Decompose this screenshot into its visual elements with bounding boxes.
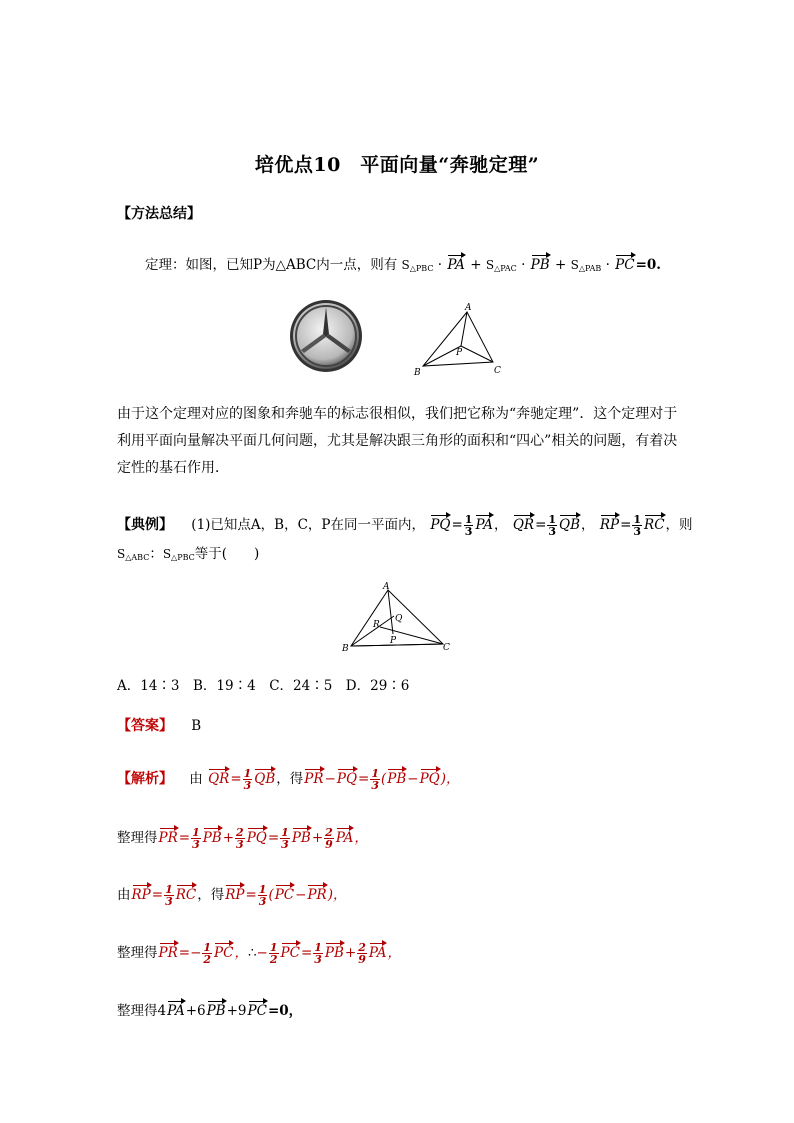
analysis-line-2: 整理得PR= $\frac{1}{3}$ PB+ $\frac{2}{3}$ PQ= $\frac{1}{3}$ PB+ $\frac{2}{9}$ PA， (117, 826, 368, 851)
page-title: 培优点10 平面向量“奔驰定理” (254, 154, 540, 176)
triangle-figure-2 (335, 580, 465, 655)
analysis-line-3: 由RP= $\frac{1}{3}$ RC，得RP= $\frac{1}{3}$ (PC−PR)， (117, 883, 347, 908)
label-p: P (456, 348, 463, 358)
label-b2: B (342, 644, 349, 654)
example-line-1: 【典例】 (1)已知点A，B，C，P在同一平面内， PQ= $\frac{1}{3}$ PA， QR= $\frac{1}{3}$ QB， RP= $\frac{1}{3}$ RC，则 (117, 513, 693, 538)
answer-line (117, 719, 201, 734)
label-r2: R (373, 620, 380, 630)
label-p2: P (390, 636, 397, 646)
theorem-line: 定理：如图，已知P为△ABC内一点，则有 $S_{\triangle PBC}$ · PA + $S_{\triangle PAC}$ · PB + $S_{\triangle PAB} \cdot PC=0$. (145, 251, 661, 273)
analysis-line-4: 整理得PR=− $\frac{1}{2}$ PC，∴− $\frac{1}{2}$ PC= $\frac{1}{3}$ PB+ $\frac{2}{9}$ PA， (117, 941, 401, 966)
label-c: C (494, 366, 501, 376)
intro-paragraph: 由于这个定理对应的图象和奔驰车的标志很相似，我们把它称为“奔驰定理”．这个定理对于利用平面向量解决平面几何问题，尤其是解决跟三角形的面积和“四心”相关的问题，有着决定性的基石作用． (117, 406, 678, 476)
label-b: B (414, 368, 421, 378)
analysis-line-1: 【解析】 由 QR= $\frac{1}{3}$ QB，得PR−PQ= $\frac{1}{3}$ (PB−PQ)， (117, 767, 460, 792)
answer-value: B (191, 718, 202, 734)
label-a2: A (383, 582, 390, 592)
method-heading: 【方法总结】 (117, 206, 201, 222)
label-c2: C (443, 643, 450, 653)
options: A．14∶3 B．19∶4 C．24∶5 D．29∶6 (117, 678, 410, 694)
answer-heading: 【答案】 (117, 718, 173, 734)
vector-pa: PA (447, 251, 465, 273)
label-a: A (465, 303, 472, 313)
analysis-line-5: 整理得4PA+6PB+9PC=0， (117, 997, 302, 1019)
vector-pb: PB (531, 251, 550, 273)
label-q2: Q (395, 614, 403, 624)
triangle-figure-1 (405, 300, 505, 380)
theorem-intro: 定理：如图，已知P为△ABC内一点，则有 (145, 257, 398, 273)
mercedes-logo-icon (288, 298, 364, 374)
example-heading: 【典例】 (117, 517, 173, 533)
analysis-heading: 【解析】 (117, 771, 173, 787)
example-line-2: $S_{\triangle ABC}$：$S_{\triangle PBC}$等于( ) (117, 546, 260, 562)
vector-pc: PC (615, 251, 634, 273)
